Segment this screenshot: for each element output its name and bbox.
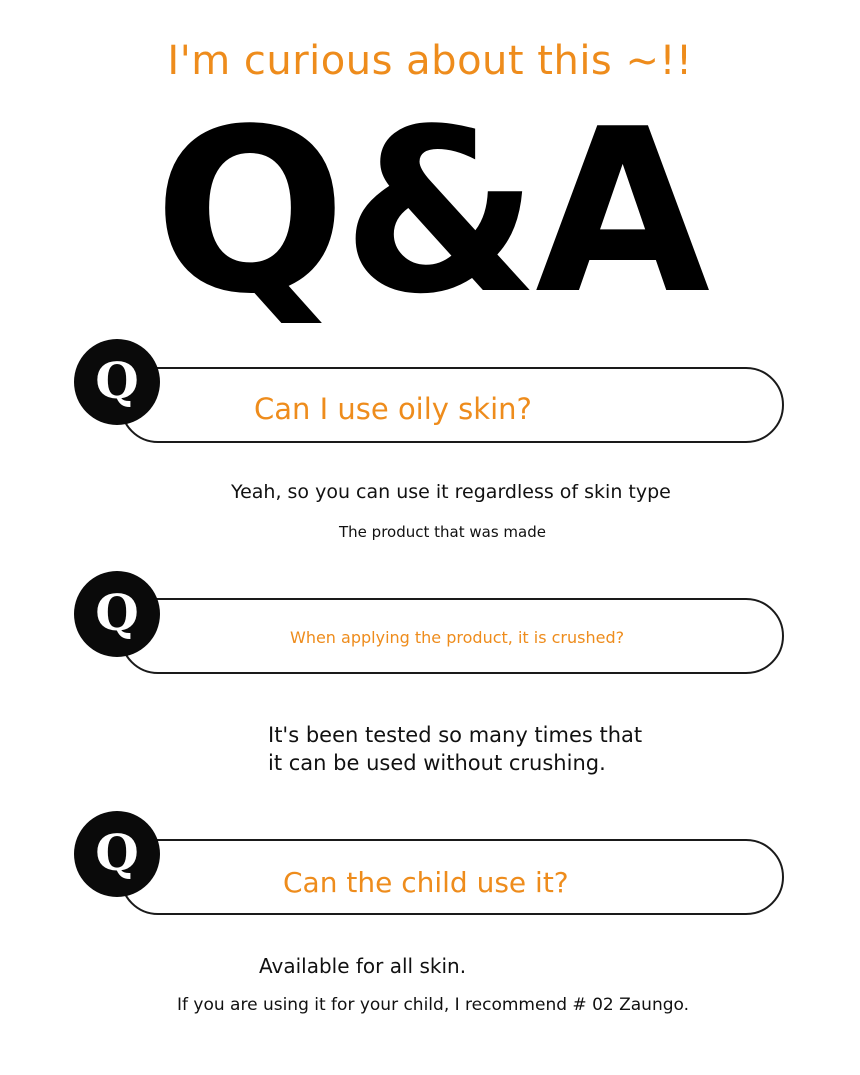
- page-title: Q&A: [153, 81, 707, 344]
- q-badge-icon: Q: [74, 339, 160, 425]
- answer-line: it can be used without crushing.: [268, 751, 606, 775]
- q-badge-icon: Q: [74, 811, 160, 897]
- page-subtitle: I'm curious about this ~!!: [167, 38, 693, 84]
- answer-line: Yeah, so you can use it regardless of skin type: [231, 481, 671, 503]
- answer-line: The product that was made: [339, 523, 546, 541]
- question-text: Can the child use it?: [283, 866, 569, 899]
- answer-line: It's been tested so many times that: [268, 723, 643, 747]
- q-badge-icon: Q: [74, 571, 160, 657]
- answer-line: If you are using it for your child, I recommend # 02 Zaungo.: [177, 995, 690, 1015]
- question-text: Can I use oily skin?: [254, 392, 532, 426]
- answer-line: Available for all skin.: [259, 954, 467, 978]
- question-text: When applying the product, it is crushed?: [290, 628, 625, 647]
